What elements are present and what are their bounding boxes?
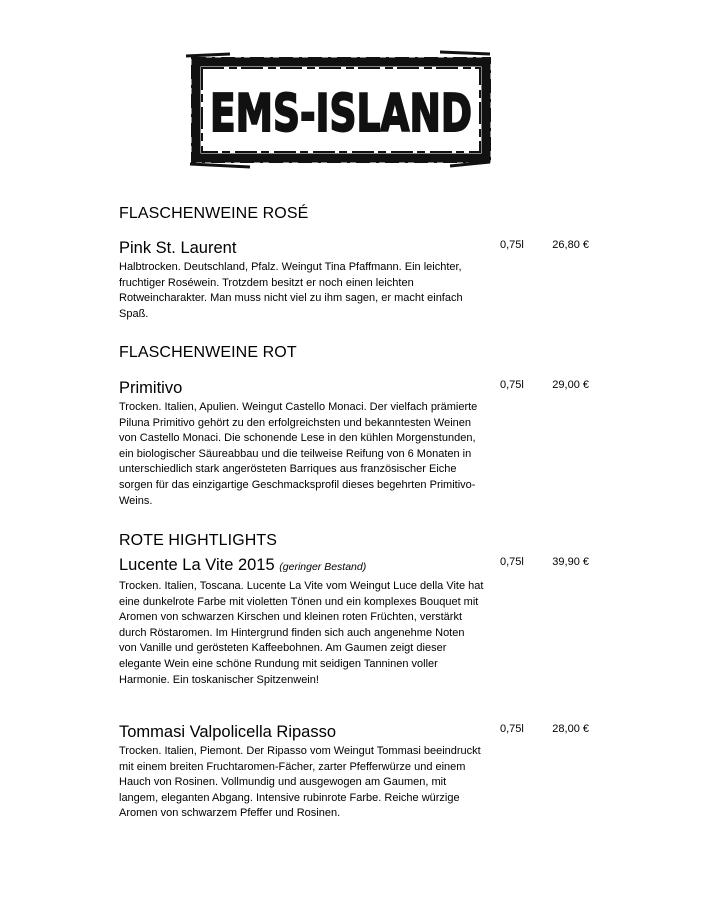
section-heading-rose: FLASCHENWEINE ROSÉ (119, 205, 309, 222)
wine-price: 29,00 € (552, 379, 589, 391)
wine-item-primitivo (119, 378, 599, 509)
wine-price: 28,00 € (552, 723, 589, 735)
wine-volume: 0,75l (500, 723, 524, 735)
logo-stamp (190, 50, 495, 170)
wine-description: Trocken. Italien, Piemont. Der Ripasso vom Weingut Tommasi beeindruckt mit einem breiten Fruchtaromen-Fächer, zarter Pfefferwürze und einem Hauch von Rosinen. Vollmundig und ausgewogen am Gaumen, mit langem, eleganten Abgang. Intensive rubinrote Farbe. Reiche würzige Aromen von schwarzem Pfeffer und Rosinen. (119, 745, 481, 820)
svg-text:EMS-ISLAND: EMS-ISLAND (210, 84, 472, 144)
wine-note: (geringer Bestand) (279, 561, 367, 573)
wine-volume: 0,75l (500, 379, 524, 391)
wine-volume: 0,75l (500, 239, 524, 251)
wine-item-lucente (119, 555, 599, 688)
wine-description: Trocken. Italien, Apulien. Weingut Castello Monaci. Der vielfach prämierte Piluna Primitivo gehört zu den erfolgreichsten und bekanntesten Weinen von Castello Monaci. Die schonende Lese in den kühlen Morgenstunden, ein biologischer Säureabbau und die teilweise Reifung von 6 Monaten in unterschiedlich stark angerösteten Barriques aus französischer Eiche sorgen für das einzigartige Geschmacksprofil dieses begehrten Primitivo-Weins. (119, 401, 478, 507)
wine-price: 39,90 € (552, 556, 589, 568)
wine-name: Lucente La Vite 2015 (geringer Bestand) (119, 556, 367, 574)
section-heading-rote-highlights: ROTE HIGHTLIGHTS (119, 532, 278, 549)
wine-item-pink-st-laurent (119, 238, 599, 322)
wine-name: Primitivo (119, 379, 183, 397)
wine-item-tommasi (119, 722, 599, 822)
wine-description: Trocken. Italien, Toscana. Lucente La Vite vom Weingut Luce della Vite hat eine dunkelrote Farbe mit violetten Tönen und ein komplexes Bouquet mit Aromen von schwarzen Kirschen und kleinen roten Früchten, verstärkt durch Röstaromen. Im Hintergrund finden sich auch angenehme Noten von Vanille und gerösteten Kaffeebohnen. Am Gaumen zeigt dieser elegante Wein eine schöne Rundung mit seidigen Tanninen voller Harmonie. Ein toskanischer Spitzenwein! (119, 580, 484, 686)
wine-volume: 0,75l (500, 556, 524, 568)
wine-name: Pink St. Laurent (119, 239, 237, 257)
wine-name: Tommasi Valpolicella Ripasso (119, 723, 337, 741)
wine-price: 26,80 € (552, 239, 589, 251)
wine-description: Halbtrocken. Deutschland, Pfalz. Weingut Tina Pfaffmann. Ein leichter, fruchtiger Roséwein. Trotzdem besitzt er noch einen leichten Rotweincharakter. Man muss nicht viel zu ihm sagen, er macht einfach Spaß. (119, 261, 463, 320)
section-heading-rot: FLASCHENWEINE ROT (119, 344, 297, 361)
ems-island-logo (190, 50, 495, 170)
